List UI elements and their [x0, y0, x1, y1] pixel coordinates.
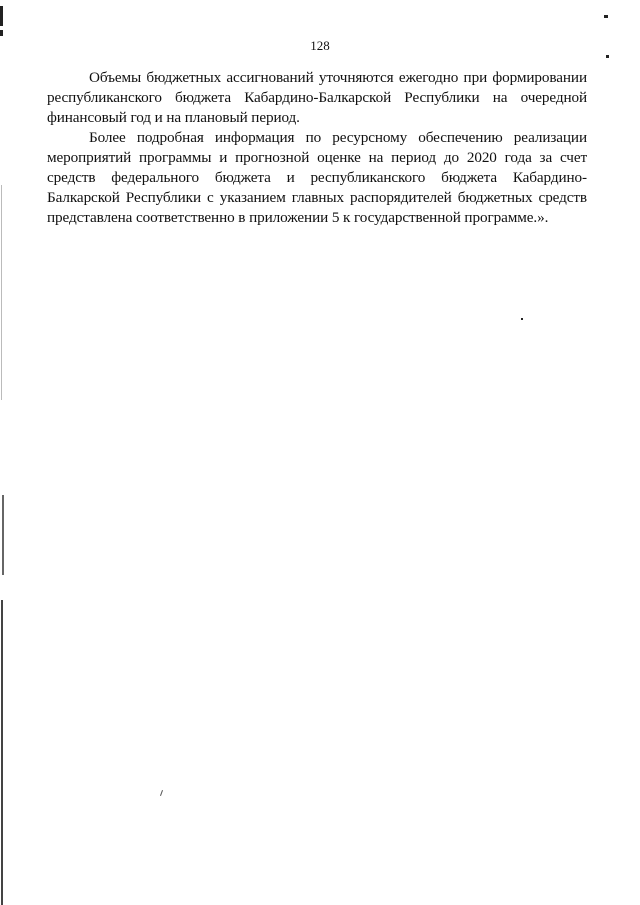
page-number: 128 [310, 38, 330, 53]
paragraph-resource-info: Более подробная информация по ресурсному обеспечению реализации мероприятий программы и прогнозной оценке на период до 2020 года за счет средств федерального бюджета и республиканского бюджета Кабардино-Балкарской Республики с указанием главных распорядителей бюджетных средств представлена соответственно в приложении 5 к государственной программе.». [47, 129, 587, 226]
scan-artifact-dot [606, 55, 609, 58]
scan-artifact-margin-line [2, 495, 4, 575]
document-body [47, 68, 587, 228]
scan-artifact-margin-line [1, 600, 3, 905]
scan-artifact-dot [604, 15, 608, 18]
paragraph-budget-allocations: Объемы бюджетных ассигнований уточняются ежегодно при формировании республиканского бюджета Кабардино-Балкарской Республики на очередной финансовый год и на плановый период. [47, 69, 587, 126]
scan-artifact-dot [521, 318, 523, 320]
scan-artifact-margin-line [1, 185, 2, 400]
scan-artifact-tick [160, 790, 163, 796]
scan-artifact-left-bar-small [0, 30, 3, 36]
scan-artifact-left-bar [0, 6, 3, 26]
